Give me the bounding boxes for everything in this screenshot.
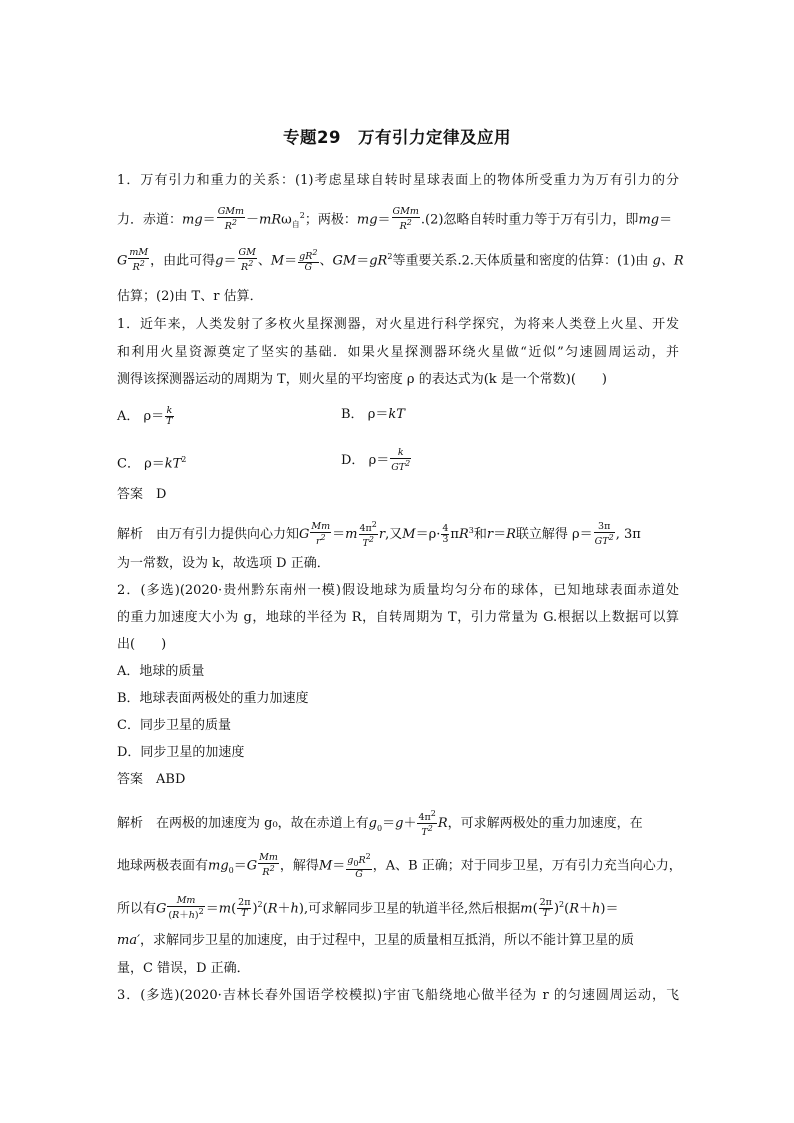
q1-line-3: 测得该探测器运动的周期为 T，则火星的平均密度 ρ 的表达式为(k 是一个常数)( ) — [117, 372, 608, 387]
q2-analysis-line-3: 所以有G $\frac{Mm}{(R+h)^2}$ ＝m( $\frac{2\pi}{T}$ )$^2$(R＋h),可求解同步卫星的轨道半径,然后根据m( $\frac{2\pi}{T}$ )$^2$(R＋h)＝ — [117, 895, 619, 922]
q1-option-d: D． ρ＝ $\frac{k}{GT^2}$ — [341, 447, 411, 474]
q2-line-2: 的重力加速度大小为 g，地球的半径为 R，自转周期为 T，引力常量为 G.根据以上数据可以算 — [117, 610, 679, 625]
q1-analysis-line-2: 为一常数，设为 k，故选项 D 正确． — [117, 556, 330, 571]
q3-line-1: 3．(多选)(2020·吉林长春外国语学校模拟)宇宙飞船绕地心做半径为 r 的匀速圆周运动，飞 — [117, 988, 679, 1003]
intro-line-2: 力．赤道：mg＝ GMm $R^2$ －mRω$_自^2$；两极：mg＝ GMm $R^2$ .(2)忽略自转时重力等于万有引力，即mg＝ — [117, 206, 673, 233]
q2-option-a: A．地球的质量 — [117, 664, 205, 679]
q2-analysis-line-1: 解析 在两极的加速度为 g₀，故在赤道上有$g_0=g+$ $\frac{4\pi^2}{T^2}$ R，可求解两极处的重力加速度，在 — [117, 809, 643, 839]
page-title: 专题29 万有引力定律及应用 — [283, 128, 511, 147]
q1-option-c: C． $\rho=kT^2$ — [117, 455, 187, 472]
q2-answer: 答案 ABD — [117, 772, 186, 787]
q2-option-d: D．同步卫星的加速度 — [117, 745, 245, 760]
q1-line-2: 和利用火星资源奠定了坚实的基础．如果火星探测器环绕火星做“近似”匀速圆周运动，并 — [117, 345, 679, 360]
q1-option-b: B． ρ＝kT — [341, 407, 405, 422]
q1-analysis-line-1: 解析 由万有引力提供向心力知G $\frac{Mm}{r^2}$ ＝m $\frac{4\pi^2}{T^2}$ r,又M＝ρ· $\frac{4}{3}$ $\pi R^3$和r＝R联立解得 ρ＝ $\frac{3\pi}{GT^2}$ , 3π — [117, 520, 641, 550]
q2-line-3: 出( ) — [117, 637, 167, 652]
q1-option-a: A． ρ＝ $\frac{k}{T}$ — [117, 405, 173, 427]
q1-line-1: 1．近年来，人类发射了多枚火星探测器，对火星进行科学探究，为将来人类登上火星、开发 — [117, 317, 679, 332]
q2-analysis-line-5: 量，C 错误，D 正确． — [117, 961, 250, 976]
q1-answer: 答案 D — [117, 487, 167, 502]
q2-analysis-line-4: ma′，求解同步卫星的加速度，由于过程中，卫星的质量相互抵消，所以不能计算卫星的质 — [117, 933, 635, 948]
q2-option-b: B．地球表面两极处的重力加速度 — [117, 691, 309, 706]
q2-line-1: 2．(多选)(2020·贵州黔东南州一模)假设地球为质量均匀分布的球体，已知地球表面赤道处 — [117, 583, 679, 598]
intro-line-4: 估算；(2)由 T、r 估算． — [117, 289, 263, 304]
intro-line-3: G $\frac{mM}{R^2}$ ，由此可得g＝ $\frac{GM}{R^2}$ 、M＝ $\frac{gR^2}{G}$ 、$GM=gR^2$等重要关系.2.天体质量和密度的估算：(1)由 g、R — [117, 247, 684, 274]
q2-option-c: C．同步卫星的质量 — [117, 718, 231, 733]
intro-line-1: 1．万有引力和重力的关系：(1)考虑星球自转时星球表面上的物体所受重力为万有引力的分 — [117, 173, 679, 188]
q2-analysis-line-2: 地球两极表面有$mg_0=G$ $\frac{Mm}{R^2}$ ，解得M＝ $\frac{g_0R^2}{G}$ ，A、B 正确；对于同步卫星，万有引力充当向心力， — [117, 852, 682, 881]
